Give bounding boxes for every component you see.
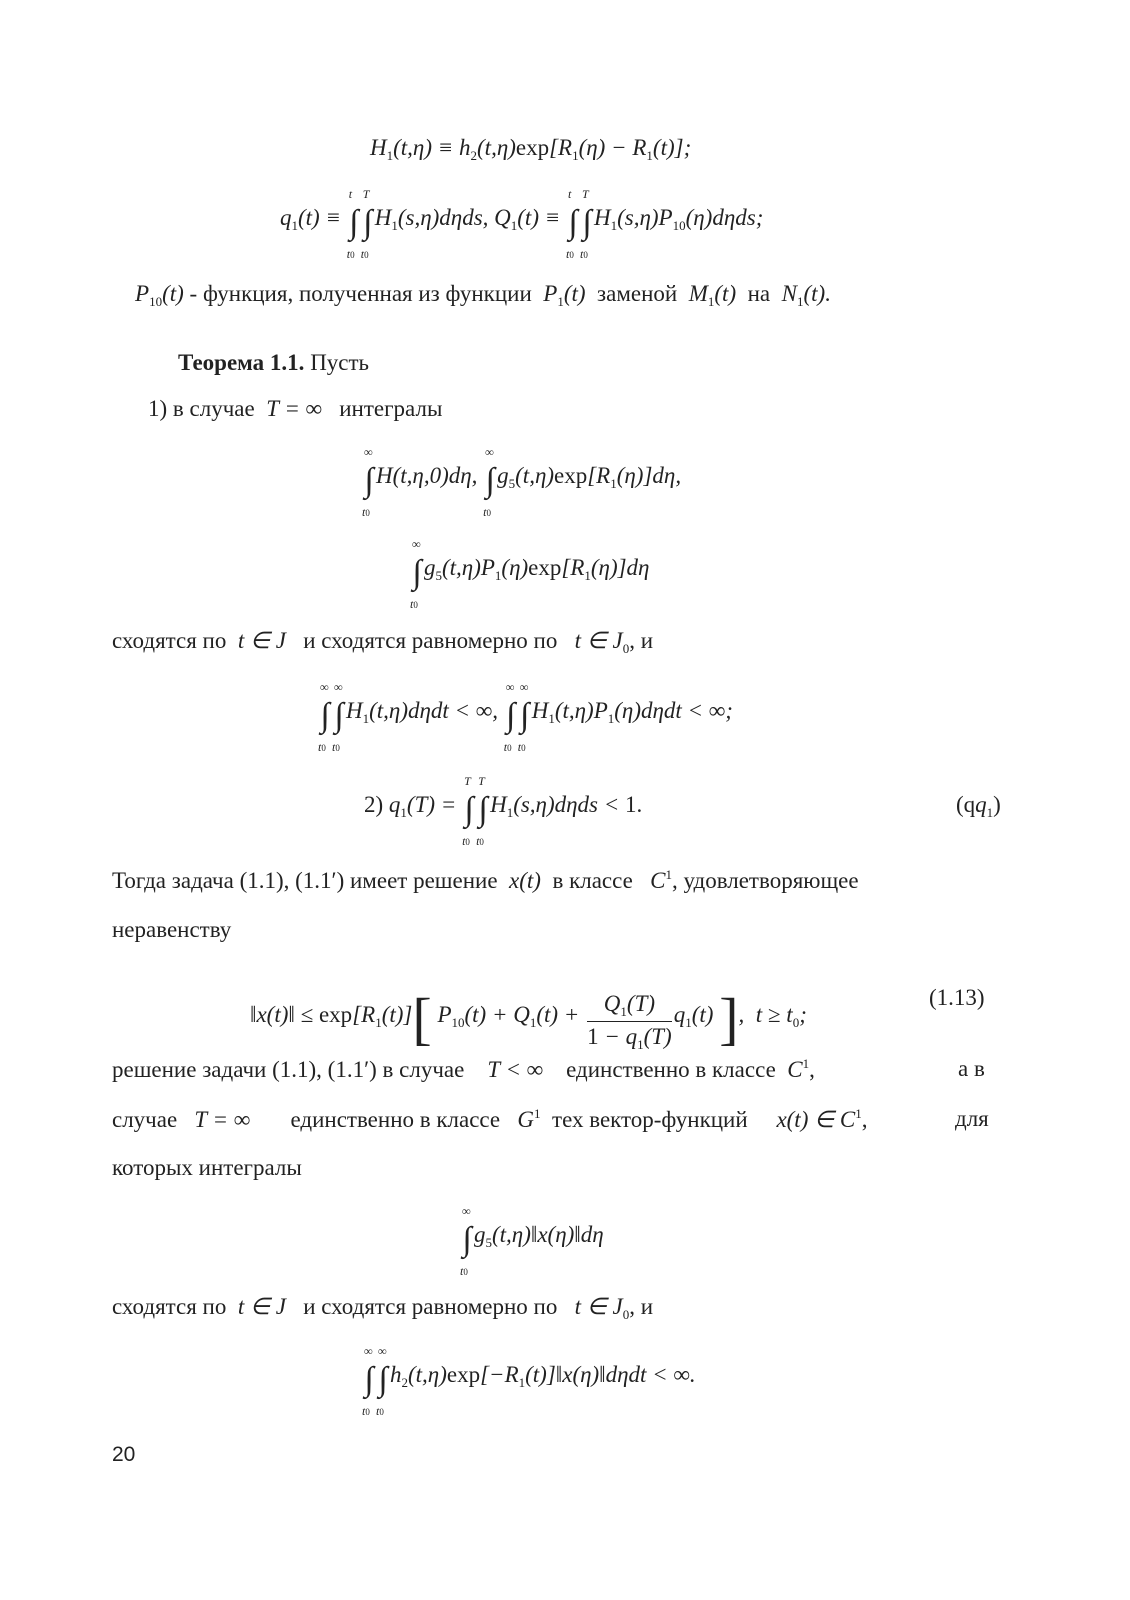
formula-item2: 2) $q_1(T)$ = ∫ T t0 ∫ T t0 $H_1(s,\eta)d\eta ds < 1$. — [364, 774, 643, 848]
text-item2: 2) — [364, 792, 384, 817]
item-1: 1) в случае T = ∞ интегралы — [148, 396, 443, 421]
text-kotoryh: которых интегралы — [112, 1155, 302, 1180]
text-zamenoy: заменой — [597, 281, 678, 306]
converge-line-2: сходятся по t ∈ J и сходятся равномерно по t ∈ $J_0$, и — [112, 1294, 654, 1322]
formula-double-integrals: ∫ ∞ t0 ∫ ∞ t0 $H_1(t,\eta)d\eta dt$ < ∞, ∫ ∞ t0 ∫ ∞ t0 $H_1(t,\eta)P_1(\eta)d\eta dt$ < ∞; — [318, 680, 733, 754]
formula-q1-Q1-def: $q_1(t)$ ≡ ∫ t t0 ∫ T t0 $H_1(s,\eta)d\eta ds$, $Q_1(t)$ ≡ ∫ t t0 ∫ T t0 $H_1(s,\eta)P_{10}(\eta)d\eta ds$; — [280, 187, 764, 261]
formula-h1-def: $H_1(t,\eta) \equiv h_2(t,\eta)\exp[R_1(\eta) - R_1(t)]$; — [370, 135, 692, 163]
conclusion-line: Тогда задача (1.1), (1.1′) имеет решение x(t) в классе $C^1$, удовлетворяющее — [112, 867, 859, 893]
text-shodyatsya2: сходятся по — [112, 1294, 227, 1319]
text-item1: 1) в случае — [148, 396, 255, 421]
text-na: на — [747, 281, 771, 306]
converge-line-1: сходятся по t ∈ J и сходятся равномерно по t ∈ $J_0$, и — [112, 628, 654, 656]
page-number: 20 — [112, 1443, 136, 1466]
text-shodyatsya: сходятся по — [112, 628, 227, 653]
formula-1-13: ‖x(t)‖ ≤ $\exp[R_1(t)]$[ $P_{10}(t) + Q_1(t)$ + $\frac{Q_1(T)}{1 - q_1(T)}$ $q_1(t)$ ], $t \ge t_0$; — [250, 986, 807, 1052]
text-teh: тех вектор-функций — [552, 1107, 748, 1132]
text-edinstv2: единственно в классе — [290, 1107, 501, 1132]
text-ravnomerno: и сходятся равномерно по — [303, 628, 558, 653]
theorem-label: Теорема 1.1. — [178, 350, 305, 375]
theorem-heading — [178, 350, 369, 376]
text-sluchae: случае — [112, 1107, 178, 1132]
text-togda: Тогда задача (1.1), (1.1′) имеет решение — [112, 868, 498, 893]
text-dlya: для — [955, 1106, 989, 1131]
text-udovl: , удовлетворяющее — [671, 868, 859, 893]
formula-integrals-1: ∫ ∞ t0 H(t,η,0)dη, ∫ ∞ t0 $g_5(t,\eta)\exp[R_1(\eta)]d\eta$, — [362, 445, 682, 519]
text-a-v: а в — [958, 1056, 985, 1081]
text-i2: , и — [629, 1294, 654, 1319]
text-i: , и — [629, 628, 654, 653]
text-neravenstvu: неравенству — [112, 917, 232, 942]
text-pust: Пусть — [310, 350, 370, 375]
text-integraly: интегралы — [339, 396, 443, 421]
formula-norm-integral: ∫ ∞ t0 $g_5(t,\eta)‖x(\eta)‖d\eta$ — [460, 1204, 604, 1278]
p10-definition: $P_{10}(t)$ - функция, полученная из функции $P_1(t)$ заменой $M_1(t)$ на $N_1(t)$. — [135, 281, 831, 309]
text-tag-q1: (q — [956, 792, 976, 817]
formula-integrals-2: ∫ ∞ t0 $g_5(t,\eta)P_1(\eta)\exp[R_1(\eta)]d\eta$ — [410, 537, 650, 611]
text-v-klasse: в классе — [552, 868, 633, 893]
text-p10-def: - функция, полученная из функции — [189, 281, 532, 306]
text-edinstv1: единственно в классе — [566, 1057, 776, 1082]
text-reshenie: решение задачи (1.1), (1.1′) в случае — [112, 1057, 465, 1082]
uniqueness-line-1: решение задачи (1.1), (1.1′) в случае T < ∞ единственно в классе $C^1$, — [112, 1056, 815, 1082]
formula-final-integral: ∫ ∞ t0 ∫ ∞ t0 $h_2(t,\eta)\exp[-R_1(t)]‖x(\eta)‖d\eta dt$ < ∞. — [362, 1344, 696, 1418]
uniqueness-line-2: случае T = ∞ единственно в классе $G^1$ тех вектор-функций x(t) ∈ $C^1$, — [112, 1106, 868, 1132]
equation-tag-1-13: (1.13) — [929, 985, 985, 1010]
text-ravnomerno2: и сходятся равномерно по — [303, 1294, 558, 1319]
equation-tag-q1: $(qq_1)$ — [956, 792, 1001, 820]
